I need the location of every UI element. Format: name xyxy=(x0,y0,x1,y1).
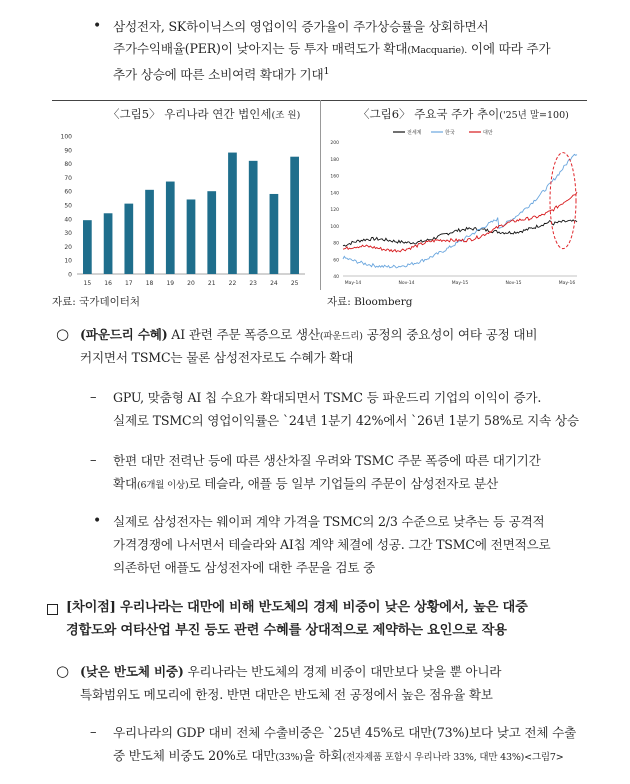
lowshare-d1-l2c: 을 하회 xyxy=(302,748,343,763)
x-tick-label: 22 xyxy=(228,280,237,287)
y-tick-label: 10 xyxy=(64,257,72,265)
intro-line-2-text: 주가수익배율(PER)이 낮아지는 등 투자 매력도가 확대 xyxy=(113,41,408,56)
dash-bullet: – xyxy=(90,390,97,405)
x-tick-label: 16 xyxy=(104,280,112,287)
x-tick-label: 19 xyxy=(166,280,175,287)
diff-line-1: [차이점] 우리나라는 대만에 비해 반도체의 경제 비중이 낮은 상황에서, 높은 대중 xyxy=(66,600,528,615)
lowshare-line-2: 특화범위도 메모리에 한정. 반면 대만은 반도체 전 공정에서 높은 점유율 확보 xyxy=(80,687,493,702)
foundry-b1-l3: 의존하던 애플도 삼성전자에 대한 주문을 검토 중 xyxy=(113,560,376,575)
lowshare-head xyxy=(80,664,501,680)
bar xyxy=(270,194,279,274)
bar xyxy=(124,204,133,274)
foundry-b1-l1: 실제로 삼성전자는 웨이퍼 계약 가격을 TSMC의 2/3 수준으로 낮추는 등 공격적 xyxy=(113,514,545,529)
y-tick-label: 0 xyxy=(68,271,72,279)
series-line xyxy=(343,220,577,246)
fig6-line-chart xyxy=(323,128,585,290)
foundry-d2-l2a: 확대 xyxy=(113,476,137,491)
y-tick-label: 50 xyxy=(64,202,72,210)
y-tick-label: 70 xyxy=(64,174,72,182)
foundry-head-rest2: 공정의 중요성이 여타 공정 대비 xyxy=(362,327,538,342)
y-tick-label: 180 xyxy=(330,157,339,163)
y-tick-label: 40 xyxy=(333,275,339,280)
bullet-dot: • xyxy=(93,513,102,529)
intro-line-3 xyxy=(113,64,329,83)
y-tick-label: 100 xyxy=(330,224,339,230)
y-tick-label: 100 xyxy=(60,133,72,141)
intro-line-1: 삼성전자, SK하이닉스의 영업이익 증가율이 주가상승률을 상회하면서 xyxy=(113,19,489,34)
x-tick-label: 15 xyxy=(83,280,92,287)
lowshare-head-bold: (낮은 반도체 비중) xyxy=(80,664,184,679)
fig5-title xyxy=(108,106,300,122)
x-tick-label: 25 xyxy=(290,280,299,287)
x-tick-label: 20 xyxy=(187,280,195,287)
lowshare-head-rest: 우리나라는 반도체의 경제 비중이 대만보다 낮을 뿐 아니라 xyxy=(183,664,502,679)
foundry-head-bold: (파운드리 수혜) xyxy=(80,327,168,342)
x-tick-label: 23 xyxy=(249,280,258,287)
diff-line-2: 경합도와 여타산업 부진 등도 관련 수혜를 상대적으로 제약하는 요인으로 작용 xyxy=(66,623,507,638)
y-tick-label: 20 xyxy=(64,243,72,251)
bar xyxy=(145,190,154,274)
y-tick-label: 60 xyxy=(64,188,72,196)
fig5-bar-chart xyxy=(55,128,310,290)
dash-bullet: – xyxy=(90,725,97,740)
y-tick-label: 90 xyxy=(64,147,72,155)
circle-bullet: ○ xyxy=(56,325,70,343)
fig6-source: 자료: Bloomberg xyxy=(327,296,413,308)
figure-divider xyxy=(320,100,321,290)
fig5-title-unit: (조 원) xyxy=(271,110,301,121)
x-tick-label: 24 xyxy=(270,280,278,287)
x-tick-label: 21 xyxy=(207,280,216,287)
y-tick-label: 200 xyxy=(330,141,339,146)
bar xyxy=(83,220,92,274)
dash-bullet: – xyxy=(90,453,97,468)
y-tick-label: 160 xyxy=(330,174,339,180)
y-tick-label: 80 xyxy=(333,241,339,247)
bar xyxy=(166,182,175,274)
x-tick-label: Nov-14 xyxy=(398,281,415,286)
bar xyxy=(207,191,216,274)
fig6-title-unit: ('25년 말=100) xyxy=(499,110,569,121)
foundry-line-2: 커지면서 TSMC는 물론 삼성전자로도 수혜가 확대 xyxy=(80,350,354,365)
x-tick-label: 17 xyxy=(124,280,133,287)
y-tick-label: 80 xyxy=(64,161,72,169)
x-tick-label: May-14 xyxy=(344,281,362,286)
lowshare-d1-l1: 우리나라의 GDP 대비 전체 수출비중은 `25년 45%로 대만(73%)보다 낮고 전체 수출 xyxy=(113,725,577,740)
bar xyxy=(290,157,299,274)
y-tick-label: 140 xyxy=(330,191,339,197)
foundry-d2-l2b: (6개월 이상) xyxy=(136,480,189,491)
series-line xyxy=(343,154,577,268)
lowshare-d1-l2 xyxy=(113,748,564,766)
bar xyxy=(104,213,113,274)
y-tick-label: 60 xyxy=(333,258,339,264)
foundry-d2-l1: 한편 대만 전력난 등에 따른 생산차질 우려와 TSMC 주문 폭증에 따른 대기기간 xyxy=(113,453,541,468)
foundry-d1-l1: GPU, 맞춤형 AI 칩 수요가 확대되면서 TSMC 등 파운드리 기업의 이익이 증가. xyxy=(113,390,542,405)
intro-line-3-text: 추가 상승에 따른 소비여력 확대가 기대 xyxy=(113,67,324,83)
x-tick-label: May-16 xyxy=(558,281,576,286)
y-tick-label: 40 xyxy=(64,216,72,224)
bar xyxy=(228,153,237,274)
legend-label: 대만 xyxy=(483,130,493,136)
fig5-title-main: 〈그림5〉 우리나라 연간 법인세 xyxy=(108,107,272,121)
circle-bullet: ○ xyxy=(56,662,70,680)
figure-ref: <그림7> xyxy=(524,752,564,763)
lowshare-d1-l2b: (33%) xyxy=(275,752,303,763)
bar xyxy=(187,199,196,274)
foundry-d2-l2 xyxy=(113,476,498,494)
lowshare-d1-l2d: (전자제품 포함시 우리나라 33%, 대만 43%) xyxy=(342,752,525,763)
intro-source: (Macquarie). xyxy=(407,45,468,56)
bullet-dot: • xyxy=(93,18,102,34)
x-tick-label: 18 xyxy=(145,280,154,287)
x-tick-label: Nov-15 xyxy=(505,281,522,286)
fig5-source: 자료: 국가데이터처 xyxy=(52,296,141,308)
foundry-head xyxy=(80,327,537,345)
bar xyxy=(249,161,258,274)
legend-label: 한국 xyxy=(445,130,455,136)
x-tick-label: May-15 xyxy=(451,281,469,286)
lowshare-d1-l2a: 중 반도체 비중도 20%로 대만 xyxy=(113,748,276,763)
intro-line-2 xyxy=(113,41,550,59)
fig6-title xyxy=(358,106,569,122)
y-tick-label: 30 xyxy=(64,230,72,238)
foundry-b1-l2: 가격경쟁에 나서면서 테슬라와 AI칩 계약 체결에 성공. 그간 TSMC에 전면적으로 xyxy=(113,537,551,552)
foundry-head-rest1: AI 관련 주문 폭증으로 생산 xyxy=(167,327,320,342)
series-line xyxy=(343,192,577,252)
square-bullet xyxy=(47,604,58,615)
legend-label: 전세계 xyxy=(407,130,422,136)
foundry-d1-l2: 실제로 TSMC의 영업이익률은 `24년 1분기 42%에서 `26년 1분기 58%로 지속 상승 xyxy=(113,413,579,428)
y-tick-label: 120 xyxy=(330,208,339,213)
footnote-ref: 1 xyxy=(323,66,330,77)
foundry-head-small: (파운드리) xyxy=(319,331,363,342)
fig6-title-main: 〈그림6〉 주요국 주가 추이 xyxy=(358,107,500,121)
highlight-ellipse xyxy=(550,153,576,249)
foundry-d2-l2c: 로 테슬라, 애플 등 일부 기업들의 주문이 삼성전자로 분산 xyxy=(188,476,498,491)
intro-line-2-tail: 이에 따라 주가 xyxy=(467,41,551,56)
